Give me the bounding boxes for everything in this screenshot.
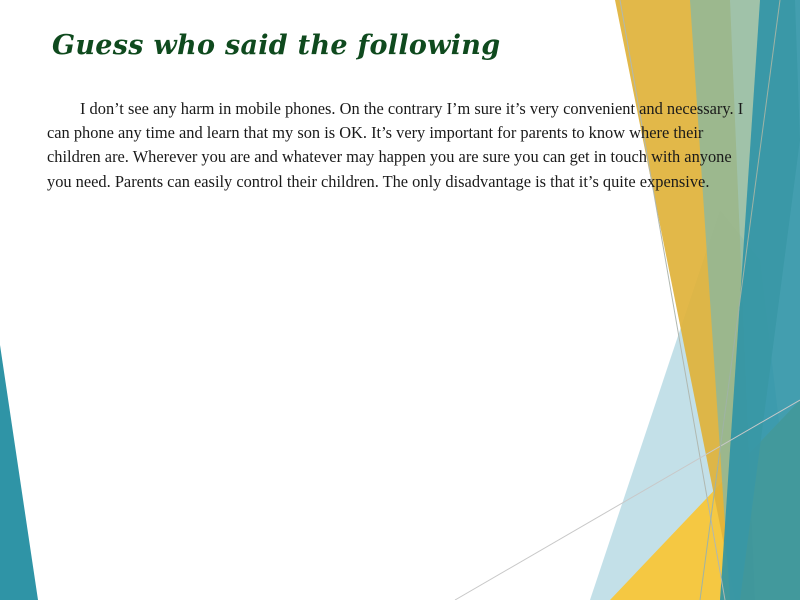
slide-body-text: I don’t see any harm in mobile phones. On the contrary I’m sure it’s very convenient and necessary. I can phone any time and learn that my son is OK. It’s very important for parents to know where their children are. Wherever you are and whatever may happen you are sure you can get in touch with anyone you need. Parents can easily control their children. The only disadvantage is that it’s quite expensive. — [47, 99, 744, 191]
left-teal-triangle — [0, 345, 38, 600]
slide-title: Guess who said the following — [52, 30, 501, 61]
